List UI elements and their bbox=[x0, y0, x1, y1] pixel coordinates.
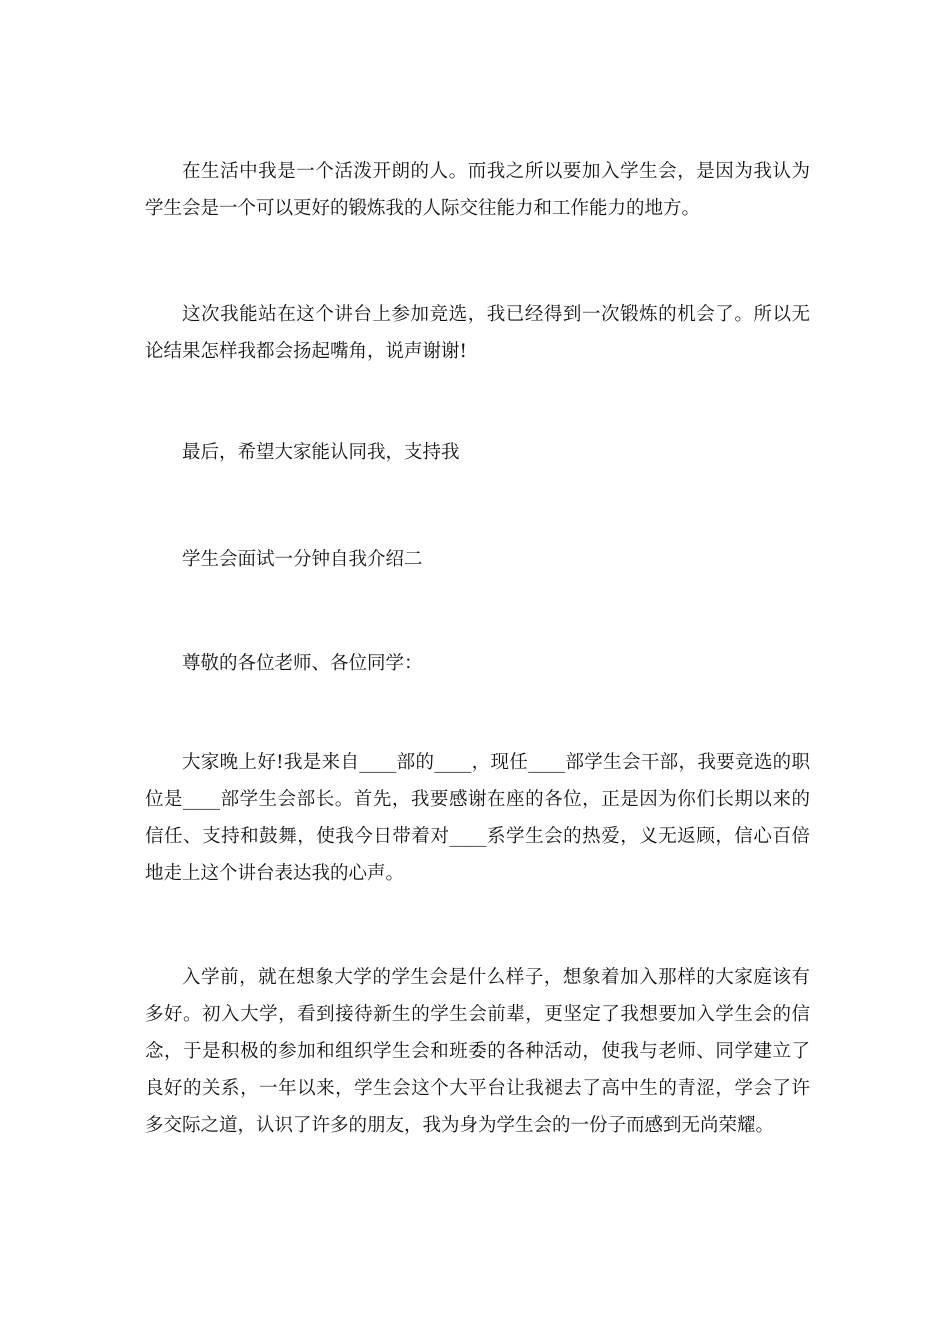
section-heading: 学生会面试一分钟自我介绍二 bbox=[182, 549, 423, 570]
paragraph-greeting: 大家晚上好!我是来自____部的____，现任____部学生会干部，我要竞选的职位是____部学生会部长。首先，我要感谢在座的各位，正是因为你们长期以来的信任、支持和鼓舞，使我今日带着对____系学生会的热爱，义无返顾，信心百倍地走上这个讲台表达我的心声。 bbox=[145, 752, 810, 884]
paragraph-experience: 入学前，就在想象大学的学生会是什么样子，想象着加入那样的大家庭该有多好。初入大学，看到接待新生的学生会前辈，更坚定了我想要加入学生会的信念，于是积极的参加和组织学生会和班委的各种活动，使我与老师、同学建立了良好的关系，一年以来，学生会这个大平台让我褪去了高中生的青涩，学会了许多交际之道，认识了许多的朋友，我为身为学生会的一份子而感到无尚荣耀。 bbox=[145, 967, 810, 1136]
paragraph-closing: 最后，希望大家能认同我，支持我 bbox=[182, 442, 460, 463]
paragraph-salutation: 尊敬的各位老师、各位同学： bbox=[182, 653, 423, 674]
paragraph-opportunity: 这次我能站在这个讲台上参加竞选，我已经得到一次锻炼的机会了。所以无论结果怎样我都会扬起嘴角，说声谢谢! bbox=[145, 304, 810, 362]
paragraph-intro: 在生活中我是一个活泼开朗的人。而我之所以要加入学生会，是因为我认为学生会是一个可以更好的锻炼我的人际交往能力和工作能力的地方。 bbox=[145, 161, 810, 219]
